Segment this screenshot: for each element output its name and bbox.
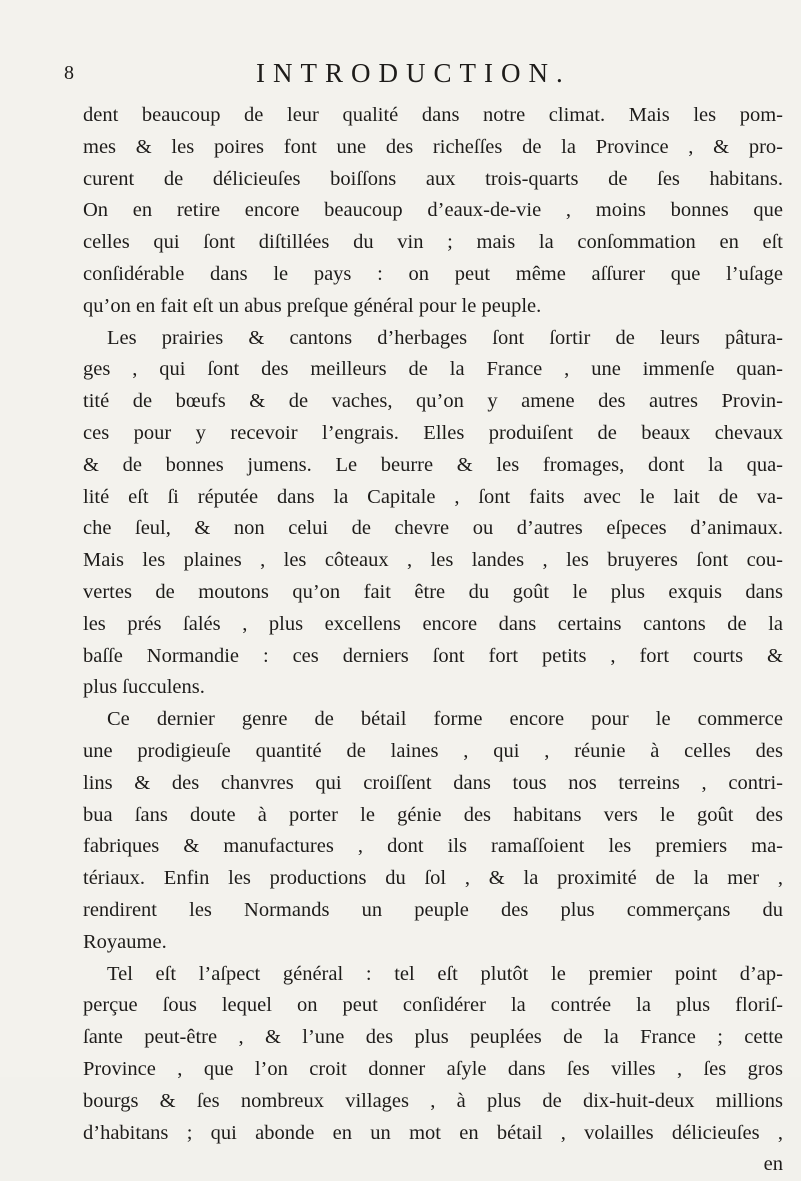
text-line: d’habitans ; qui abonde en un mot en bétail , volailles délicieuſes , (83, 1121, 783, 1144)
text-line: lins & des chanvres qui croiſſent dans tous nos terreins , contri- (83, 771, 783, 794)
text-line: tité de bœufs & de vaches, qu’on y amene des autres Provin- (83, 390, 783, 413)
text-line: baſſe Normandie : ces derniers ſont fort petits , fort courts & (83, 644, 783, 667)
text-line: mes & les poires font une des richeſſes de la Province , & pro- (83, 135, 783, 158)
text-line: une prodigieuſe quantité de laines , qui , réunie à celles des (83, 739, 783, 762)
text-line: curent de délicieuſes boiſſons aux trois-quarts de ſes habitans. (83, 167, 783, 190)
text-line: On en retire encore beaucoup d’eaux-de-vie , moins bonnes que (83, 199, 783, 222)
text-line: qu’on en fait eſt un abus preſque général pour le peuple. (83, 294, 542, 317)
text-line: fabriques & manufactures , dont ils ramaſſoient les premiers ma- (83, 835, 783, 858)
text-line: dent beaucoup de leur qualité dans notre climat. Mais les pom- (83, 104, 783, 126)
text-line: vertes de moutons qu’on fait être du goût le plus exquis dans (83, 580, 783, 603)
text-line: conſidérable dans le pays : on peut même aſſurer que l’uſage (83, 262, 783, 285)
text-line: en (763, 1153, 783, 1176)
text-line: plus ſucculens. (83, 676, 205, 699)
text-line: ges , qui ſont des meilleurs de la France , une immenſe quan- (83, 358, 783, 381)
text-line: Les prairies & cantons d’herbages ſont ſortir de leurs pâtura- (107, 326, 783, 349)
text-line: Royaume. (83, 930, 167, 953)
text-line: bua ſans doute à porter le génie des habitans vers le goût des (83, 803, 783, 826)
text-line: celles qui ſont diſtillées du vin ; mais la conſommation en eſt (83, 231, 783, 254)
text-line: ces pour y recevoir l’engrais. Elles produiſent de beaux chevaux (83, 421, 783, 444)
text-line: Tel eſt l’aſpect général : tel eſt plutôt le premier point d’ap- (107, 962, 783, 985)
text-line: Mais les plaines , les côteaux , les landes , les bruyeres ſont cou- (83, 549, 783, 572)
text-line: & de bonnes jumens. Le beurre & les fromages, dont la qua- (83, 453, 783, 476)
text-line: lité eſt ſi réputée dans la Capitale , ſont faits avec le lait de va- (83, 485, 783, 508)
page-header (64, 58, 784, 98)
text-line: tériaux. Enfin les productions du ſol , & la proximité de la mer , (83, 867, 783, 890)
text-line: rendirent les Normands un peuple des plus commerçans du (83, 898, 783, 921)
text-line: Province , que l’on croit donner aſyle dans ſes villes , ſes gros (83, 1057, 783, 1080)
text-line: bourgs & ſes nombreux villages , à plus de dix-huit-deux millions (83, 1089, 783, 1112)
text-line: che ſeul, & non celui de chevre ou d’autres eſpeces d’animaux. (83, 517, 783, 540)
text-line: perçue ſous lequel on peut conſidérer la contrée la plus floriſ- (83, 994, 783, 1017)
page-number: 8 (64, 62, 74, 84)
text-line: ſante peut-être , & l’une des plus peuplées de la France ; cette (83, 1026, 783, 1049)
body-text (83, 100, 783, 1181)
text-line: Ce dernier genre de bétail forme encore pour le commerce (107, 708, 783, 731)
running-title: INTRODUCTION. (256, 58, 571, 88)
text-line: les prés ſalés , plus excellens encore dans certains cantons de la (83, 612, 783, 635)
